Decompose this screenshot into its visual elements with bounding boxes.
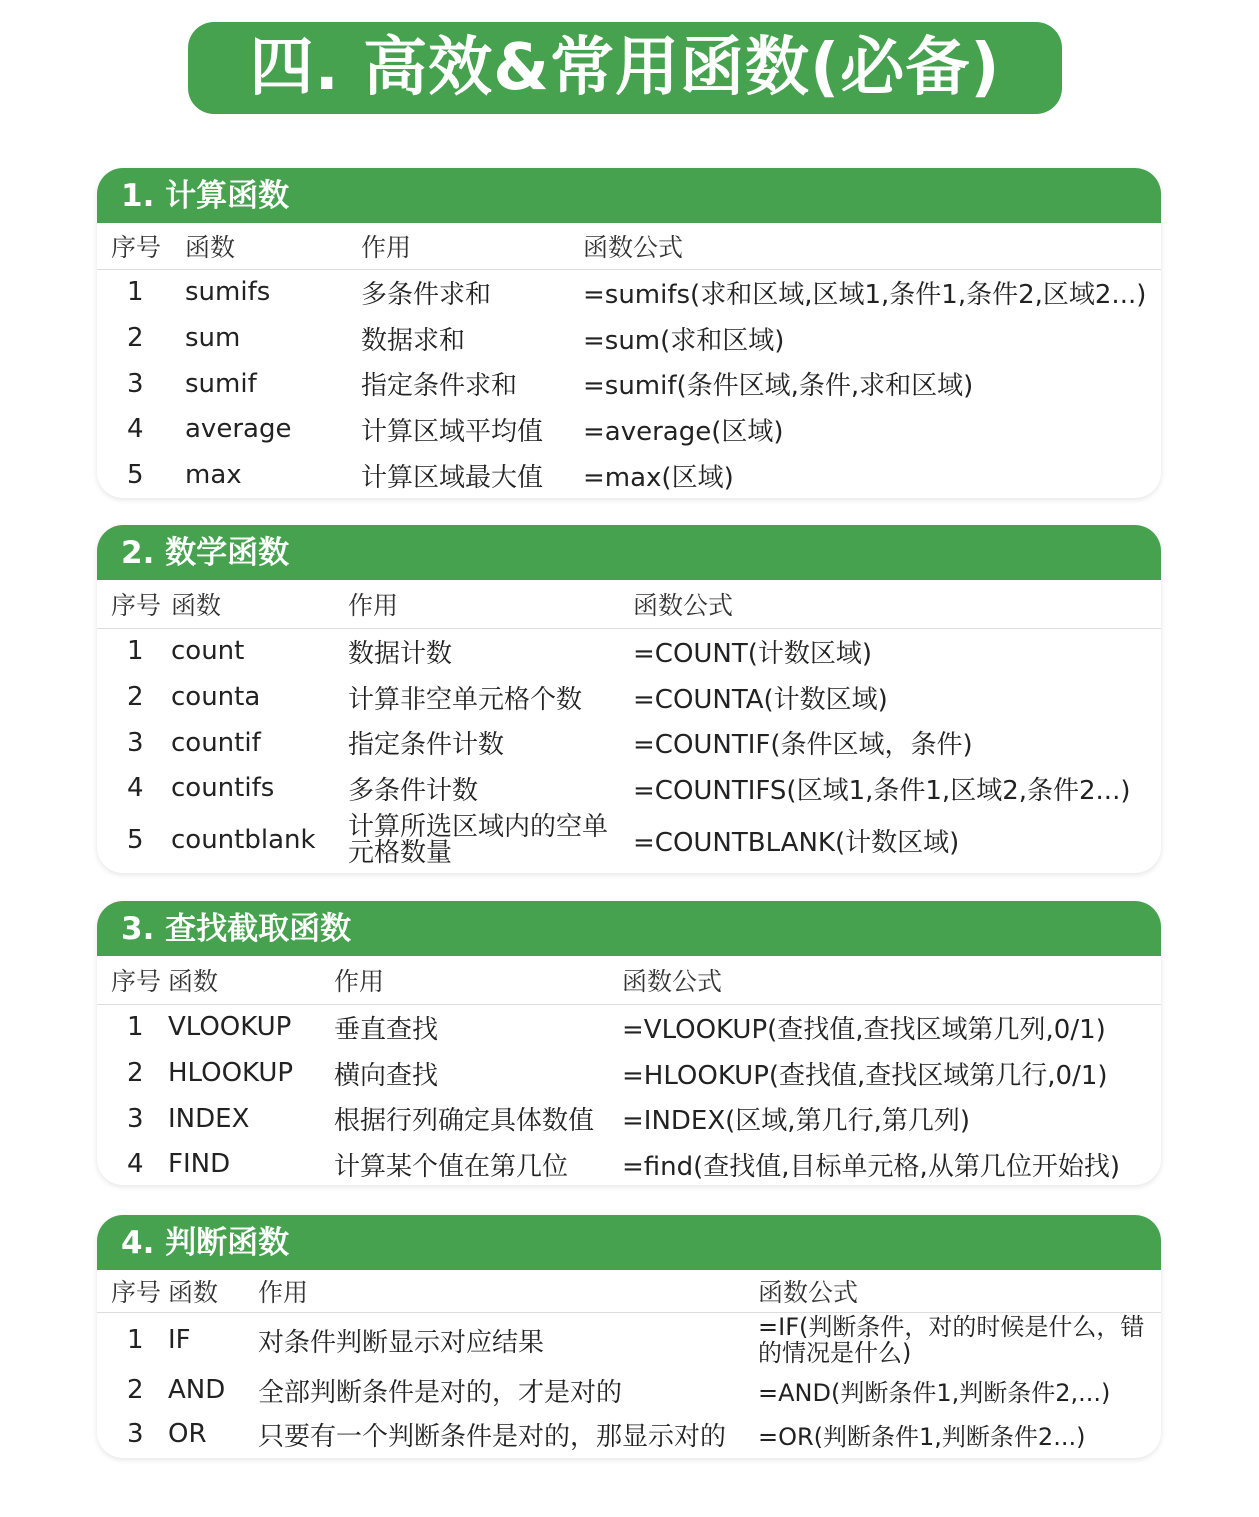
table-header-row (97, 956, 1161, 1004)
row-index: 4 (127, 1149, 144, 1179)
row-index: 1 (127, 1325, 144, 1356)
table-row (97, 361, 1161, 406)
header-purpose: 作用 (348, 580, 633, 628)
header-formula: 函数公式 (583, 223, 1161, 269)
row-purpose: 指定条件计数 (348, 730, 505, 760)
row-purpose: 横向查找 (334, 1060, 439, 1091)
table-row (97, 1096, 1161, 1141)
header-index: 序号 (97, 956, 168, 1004)
row-index: 5 (127, 825, 144, 855)
row-index: 2 (127, 682, 144, 712)
header-function: 函数 (168, 956, 334, 1004)
section-title: 1. 计算函数 (97, 168, 1161, 223)
table-row (97, 1412, 1161, 1456)
table-header-row (97, 1270, 1161, 1312)
row-purpose: 全部判断条件是对的，才是对的 (258, 1377, 623, 1408)
row-index: 4 (127, 414, 144, 444)
row-formula: =sumif(条件区域,条件,求和区域) (583, 371, 974, 401)
table-row (97, 811, 1161, 869)
row-formula: =COUNTBLANK(计数区域) (633, 827, 960, 858)
row-formula: =HLOOKUP(查找值,查找区域第几行,0/1) (622, 1060, 1108, 1091)
section-title: 2. 数学函数 (97, 525, 1161, 580)
page-title: 四. 高效&常用函数(必备) (188, 22, 1062, 114)
header-function: 函数 (171, 580, 348, 628)
row-index: 2 (127, 323, 144, 353)
row-index: 3 (127, 727, 144, 758)
row-index: 3 (127, 1419, 144, 1449)
row-function: sum (185, 323, 241, 353)
section-math-functions (97, 525, 1161, 873)
row-purpose: 指定条件求和 (361, 371, 518, 401)
row-function: FIND (168, 1149, 231, 1179)
section-logic-functions (97, 1215, 1161, 1458)
header-formula: 函数公式 (622, 956, 1161, 1004)
row-purpose: 计算区域最大值 (361, 462, 544, 493)
row-formula: =INDEX(区域,第几行,第几列) (622, 1106, 970, 1136)
row-function: AND (168, 1375, 226, 1405)
row-formula: =sumifs(求和区域,区域1,条件1,条件2,区域2...) (583, 279, 1147, 310)
table-row (97, 720, 1161, 765)
row-purpose: 数据求和 (361, 325, 466, 356)
row-index: 2 (127, 1375, 144, 1405)
table-row (97, 765, 1161, 811)
row-formula: =AND(判断条件1,判断条件2,...) (758, 1378, 1111, 1407)
row-index: 5 (127, 460, 144, 490)
table-row (97, 1004, 1161, 1050)
section-lookup-functions (97, 901, 1161, 1185)
function-table (97, 1270, 1161, 1456)
header-formula: 函数公式 (758, 1270, 1161, 1312)
function-table (97, 223, 1161, 498)
table-row (97, 452, 1161, 498)
row-function: max (185, 460, 242, 490)
row-formula: =find(查找值,目标单元格,从第几位开始找) (622, 1151, 1120, 1182)
row-function: sumifs (185, 277, 271, 308)
row-purpose: 多条件计数 (348, 775, 479, 806)
function-table (97, 956, 1161, 1185)
row-formula: =COUNTIFS(区域1,条件1,区域2,条件2...) (633, 775, 1131, 806)
row-function: countif (171, 727, 261, 758)
section-title: 3. 查找截取函数 (97, 901, 1161, 956)
table-row (97, 1141, 1161, 1185)
header-index: 序号 (97, 223, 185, 269)
row-function: HLOOKUP (168, 1058, 294, 1088)
table-row (97, 315, 1161, 361)
header-purpose: 作用 (334, 956, 622, 1004)
table-row (97, 1312, 1161, 1368)
section-calc-functions (97, 168, 1161, 498)
row-index: 4 (127, 773, 144, 803)
row-formula: =COUNTA(计数区域) (633, 684, 888, 715)
header-index: 序号 (97, 580, 171, 628)
row-index: 1 (127, 277, 144, 308)
table-row (97, 1050, 1161, 1096)
row-purpose: 垂直查找 (334, 1014, 439, 1045)
row-purpose: 计算某个值在第几位 (334, 1151, 569, 1182)
row-formula: =VLOOKUP(查找值,查找区域第几列,0/1) (622, 1014, 1106, 1045)
row-function: INDEX (168, 1103, 250, 1134)
row-function: countifs (171, 773, 275, 803)
row-index: 2 (127, 1058, 144, 1088)
row-formula: =OR(判断条件1,判断条件2...) (758, 1422, 1086, 1451)
table-row (97, 406, 1161, 452)
row-purpose: 计算所选区域内的空单元格数量 (348, 812, 609, 868)
row-purpose: 只要有一个判断条件是对的，那显示对的 (258, 1421, 727, 1452)
function-table (97, 580, 1161, 869)
row-function: counta (171, 682, 261, 712)
header-formula: 函数公式 (633, 580, 1161, 628)
row-formula: =max(区域) (583, 462, 734, 493)
row-purpose: 计算非空单元格个数 (348, 684, 583, 715)
row-purpose: 数据计数 (348, 638, 453, 669)
row-formula: =sum(求和区域) (583, 325, 785, 356)
table-row (97, 674, 1161, 720)
row-index: 1 (127, 1012, 144, 1043)
row-function: IF (168, 1325, 191, 1356)
row-purpose: 根据行列确定具体数值 (334, 1106, 595, 1136)
row-formula: =COUNT(计数区域) (633, 638, 873, 669)
row-function: count (171, 636, 245, 667)
header-purpose: 作用 (258, 1270, 758, 1312)
row-purpose: 计算区域平均值 (361, 416, 544, 447)
header-function: 函数 (168, 1270, 258, 1312)
row-purpose: 多条件求和 (361, 279, 492, 310)
row-index: 3 (127, 1103, 144, 1134)
row-index: 3 (127, 368, 144, 399)
row-function: average (185, 414, 292, 444)
table-row (97, 1368, 1161, 1412)
header-function: 函数 (185, 223, 361, 269)
row-formula: =IF(判断条件，对的时候是什么，错的情况是什么) (758, 1313, 1145, 1368)
row-formula: =COUNTIF(条件区域，条件) (633, 730, 973, 760)
row-purpose: 对条件判断显示对应结果 (258, 1327, 545, 1358)
row-function: countblank (171, 825, 316, 855)
row-function: OR (168, 1419, 207, 1449)
row-function: sumif (185, 368, 257, 399)
row-index: 1 (127, 636, 144, 667)
table-row (97, 628, 1161, 674)
header-purpose: 作用 (361, 223, 583, 269)
table-header-row (97, 223, 1161, 269)
row-function: VLOOKUP (168, 1012, 292, 1043)
table-row (97, 269, 1161, 315)
row-formula: =average(区域) (583, 416, 784, 447)
header-index: 序号 (97, 1270, 168, 1312)
table-header-row (97, 580, 1161, 628)
section-title: 4. 判断函数 (97, 1215, 1161, 1270)
